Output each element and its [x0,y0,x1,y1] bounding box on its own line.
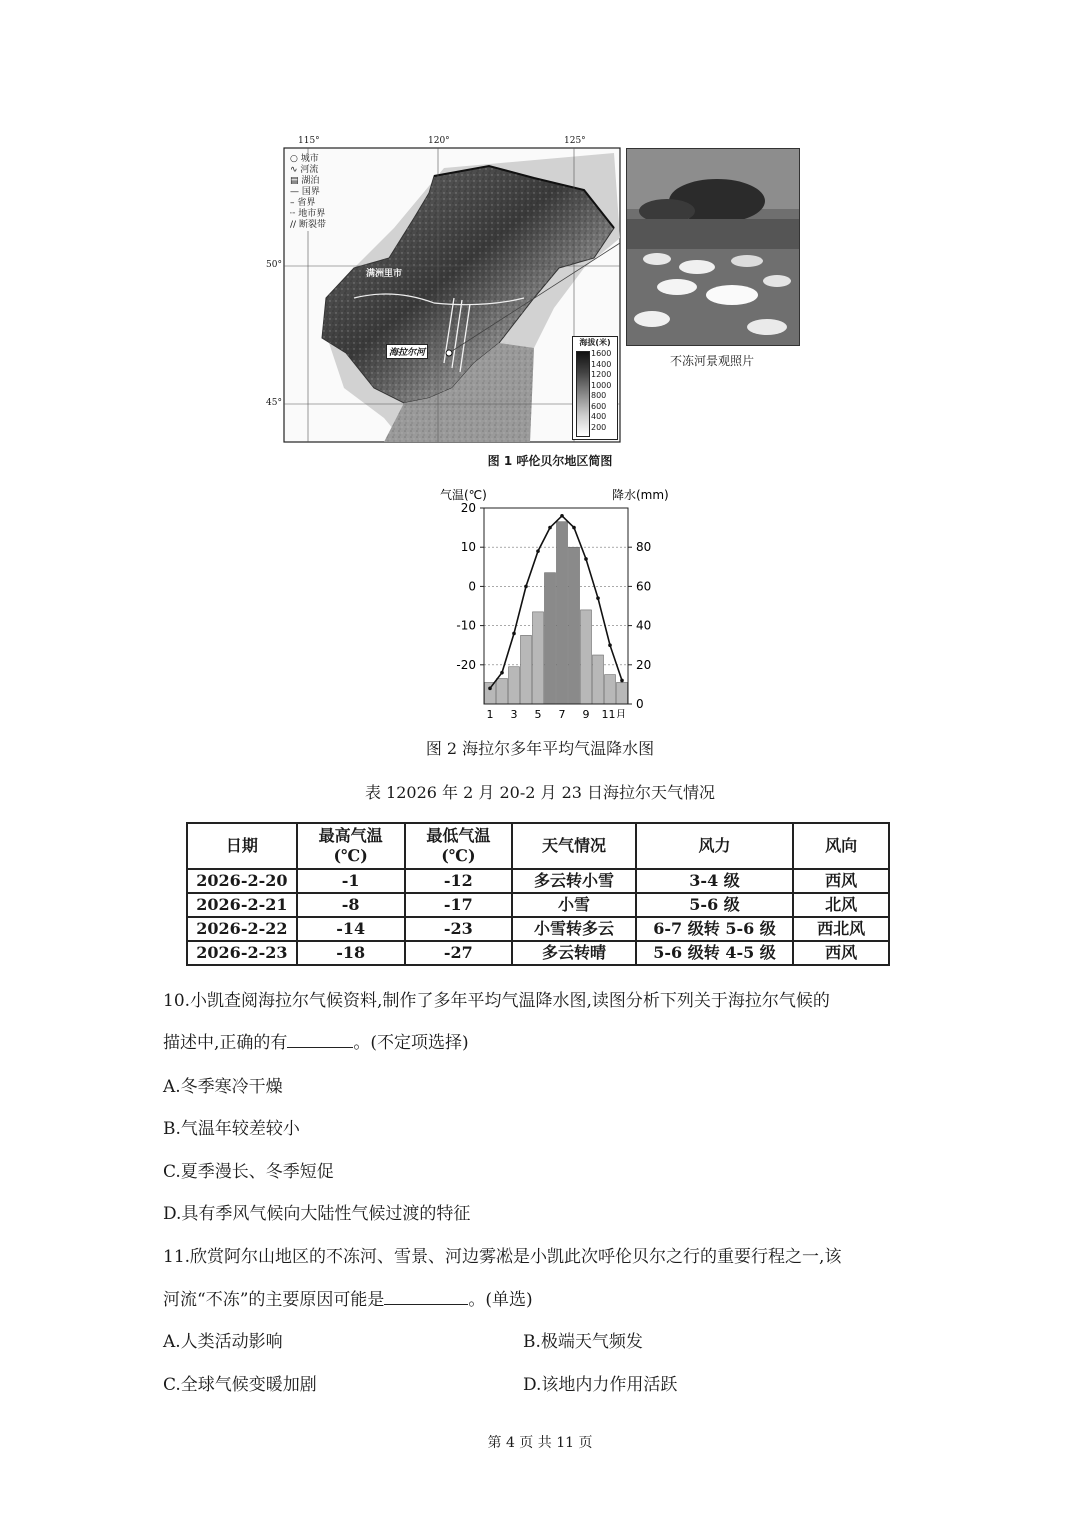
map-legend [290,154,326,231]
lake-symbol-icon: ▤ [290,176,299,186]
temp-tick-label: -20 [456,657,476,672]
cell-wind-force: 3-4 级 [636,869,793,893]
legend-item-city-border: ┈ 地市界 [290,209,326,219]
legend-item-fault: // 断裂带 [290,220,326,230]
national-border-symbol-icon: — [290,187,299,197]
temperature-point [500,671,504,675]
province-border-symbol-icon: – [290,198,295,208]
cell-max-temp: -18 [297,941,405,965]
precip-bar [581,610,592,704]
q11-option-a: A.人类活动影响 [163,1332,283,1352]
city-border-symbol-icon: ┈ [290,209,296,219]
city-marker [446,350,452,356]
precip-tick-label: 40 [636,618,652,633]
cell-date: 2026-2-22 [187,917,297,941]
q11-answer-blank[interactable] [384,1304,468,1305]
precip-tick-label: 0 [636,697,644,711]
q10-option-a: A.冬季寒冷干燥 [163,1077,283,1097]
temperature-point [608,643,612,647]
precip-tick-label: 20 [636,657,652,672]
legend-item-province-border: – 省界 [290,198,316,208]
cell-min-temp: -27 [405,941,513,965]
lon-label-115: 115° [298,136,320,146]
elevation-colorbar [576,351,590,437]
climate-chart-svg [440,486,680,718]
city-label-hailar: 海拉尔河 [386,344,428,359]
precip-axis-label: 降水(mm) [612,488,669,502]
cell-min-temp: -17 [405,893,513,917]
precip-bar [605,675,616,704]
month-tick-label: 9 [582,708,590,718]
cell-max-temp: -14 [297,917,405,941]
q11-option-b: B.极端天气频发 [523,1332,643,1352]
table-title: 表 12026 年 2 月 20-2 月 23 日海拉尔天气情况 [364,783,716,802]
legend-item-city: ○ 城市 [290,154,319,164]
cell-date: 2026-2-20 [187,869,297,893]
month-tick-label: 1 [486,708,494,718]
precip-bar [509,667,520,704]
unfrozen-river-photo [626,148,800,346]
temp-tick-label: 0 [468,579,476,594]
elevation-values: 1600 1400 1200 1000 800 600 400 200 [591,349,612,432]
temperature-point [524,585,528,589]
cell-wind-direction: 西北风 [793,917,889,941]
precip-tick-label: 60 [636,579,652,594]
cell-wind-force: 5-6 级 [636,893,793,917]
photo-caption: 不冻河景观照片 [669,354,754,368]
cell-weather: 多云转晴 [512,941,636,965]
page-footer: 第 4 页 共 11 页 [487,1435,593,1451]
temp-tick-label: 20 [460,501,476,515]
legend-item-river: ∿ 河流 [290,165,319,175]
river-symbol-icon: ∿ [290,165,298,175]
precip-bar [485,682,496,704]
q11-stem-suffix: 。(单选) [468,1290,533,1310]
table-row [187,869,889,893]
q10-stem-text: 描述中,正确的有 [163,1033,288,1053]
q11-stem-line1: 11.欣赏阿尔山地区的不冻河、雪景、河边雾凇是小凯此次呼伦贝尔之行的重要行程之一,该 [163,1247,842,1267]
temperature-point [596,596,600,600]
table-row [187,893,889,917]
header-max-temp: 最高气温 (℃) [297,823,405,869]
cell-date: 2026-2-21 [187,893,297,917]
precip-bar [569,547,580,704]
cell-max-temp: -8 [297,893,405,917]
cell-weather: 小雪转多云 [512,917,636,941]
header-weather: 天气情况 [512,823,636,869]
precip-bar [593,655,604,704]
elevation-legend-title: 海拔(米) [579,338,611,347]
region-map [266,136,620,442]
temperature-point [620,679,624,683]
temperature-point [560,514,564,518]
weather-table [186,822,890,966]
q11-option-c: C.全球气候变暖加剧 [163,1375,317,1395]
q11-stem-text: 河流“不冻”的主要原因可能是 [163,1290,385,1310]
header-wind-direction: 风向 [793,823,889,869]
precip-tick-label: 80 [636,540,652,555]
legend-item-lake: ▤ 湖泊 [290,176,320,186]
precip-bar [545,573,556,704]
city-label-manzhouli: 满洲里市 [366,269,403,279]
q11-option-d: D.该地内力作用活跃 [523,1375,678,1395]
temperature-point [584,557,588,561]
cell-max-temp: -1 [297,869,405,893]
cell-weather: 小雪 [512,893,636,917]
lon-label-120: 120° [428,136,450,146]
precip-bar [521,635,532,704]
cell-date: 2026-2-23 [187,941,297,965]
q10-option-b: B.气温年较差较小 [163,1119,300,1139]
table-header-row [187,823,889,869]
temp-axis-label: 气温(℃) [440,488,487,502]
temperature-point [572,526,576,530]
header-min-temp: 最低气温 (℃) [405,823,513,869]
temp-tick-label: 10 [460,540,476,555]
elevation-legend [572,336,618,440]
q10-answer-blank[interactable] [287,1047,353,1048]
table-row [187,941,889,965]
cell-wind-direction: 西风 [793,941,889,965]
q10-stem-suffix: 。(不定项选择) [353,1033,469,1053]
lat-label-45: 45° [266,398,282,408]
cell-wind-force: 5-6 级转 4-5 级 [636,941,793,965]
lon-label-125: 125° [564,136,586,146]
cell-wind-direction: 北风 [793,893,889,917]
city-symbol-icon: ○ [290,154,298,164]
fault-symbol-icon: // [290,220,297,230]
cell-wind-force: 6-7 级转 5-6 级 [636,917,793,941]
table-row [187,917,889,941]
precip-bar [533,612,544,704]
temperature-point [536,549,540,553]
month-tick-label: 11月 [601,708,627,718]
cell-wind-direction: 西风 [793,869,889,893]
cell-weather: 多云转小雪 [512,869,636,893]
legend-item-national-border: — 国界 [290,187,320,197]
header-date: 日期 [187,823,297,869]
q10-option-c: C.夏季漫长、冬季短促 [163,1162,334,1182]
cell-min-temp: -12 [405,869,513,893]
precip-bar [497,679,508,704]
month-tick-label: 7 [558,708,566,718]
q10-stem-line2 [163,1032,469,1054]
q11-stem-line2 [163,1289,533,1311]
temperature-point [488,687,492,691]
figure1-caption: 图 1 呼伦贝尔地区简图 [487,454,613,468]
temperature-point [548,526,552,530]
q10-stem-line1: 10.小凯查阅海拉尔气候资料,制作了多年平均气温降水图,读图分析下列关于海拉尔气候的 [163,991,830,1011]
temperature-point [512,632,516,636]
month-tick-label: 5 [534,708,542,718]
precip-bar [557,522,568,704]
climate-chart [440,486,680,718]
precip-bar [617,682,628,704]
figure2-caption: 图 2 海拉尔多年平均气温降水图 [425,739,655,758]
lat-label-50: 50° [266,260,282,270]
q10-option-d: D.具有季风气候向大陆性气候过渡的特征 [163,1204,471,1224]
cell-min-temp: -23 [405,917,513,941]
header-wind-force: 风力 [636,823,793,869]
month-tick-label: 3 [510,708,518,718]
temp-tick-label: -10 [456,618,476,633]
